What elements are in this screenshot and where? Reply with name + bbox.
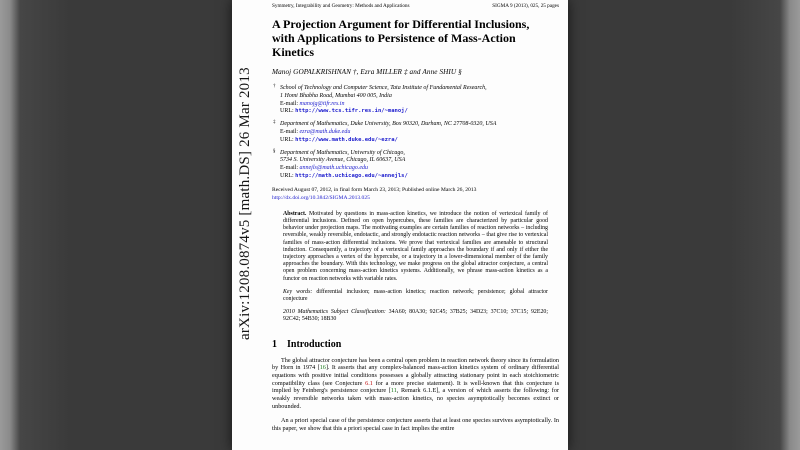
section-heading	[272, 339, 559, 350]
url-line	[280, 108, 559, 116]
url-line	[280, 173, 559, 181]
abstract-label: Abstract.	[283, 210, 307, 217]
paragraph-text: for a more precise statement). It is well-known that this conjecture is implied by Feinberg's persistence conjecture [	[272, 379, 559, 395]
affiliation-address: 1 Homi Bhabha Road, Mumbai 400 005, India	[280, 92, 392, 99]
url-label: URL:	[280, 136, 294, 143]
affiliation-address: Department of Mathematics, University of Chicago,	[280, 149, 405, 156]
affiliation-address: School of Technology and Computer Science, Tata Institute of Fundamental Research,	[280, 84, 487, 91]
keywords-line	[283, 289, 548, 303]
email-line	[280, 129, 559, 137]
abstract-block	[283, 211, 548, 283]
email-link[interactable]: annejls@math.uchicago.edu	[299, 165, 369, 172]
url-link[interactable]: http://www.math.duke.edu/~ezra/	[295, 136, 398, 143]
journal-name: Symmetry, Integrability and Geometry: Methods and Applications	[272, 3, 410, 9]
keywords-text: differential inclusion; mass-action kinetics; reaction network; persistence; global attractor conjecture	[283, 288, 548, 302]
affiliation-address: Department of Mathematics, Duke University, Box 90320, Durham, NC 27708-0320, USA	[280, 121, 497, 128]
doi-line	[272, 195, 559, 201]
affiliation-3	[272, 150, 559, 181]
title-line-2: with Applications to Persistence of Mass-Action	[272, 31, 516, 46]
msc-label: 2010 Mathematics Subject Classification:	[283, 309, 386, 316]
email-label: E-mail:	[280, 128, 298, 135]
paper-title	[272, 18, 559, 60]
intro-paragraph-1	[272, 357, 559, 411]
citation-link-11[interactable]: 11	[390, 387, 397, 395]
citation-link-16[interactable]: 16	[319, 364, 326, 372]
title-line-1: A Projection Argument for Differential Inclusions,	[272, 17, 530, 32]
dagger-marker-icon: †	[273, 83, 276, 89]
paragraph-text: ]. It asserts that any complex-balanced mass-action kinetics system of ordinary differential equations with positive initial conditions possesses a globally attracting stationary point in each stoichiometric compatibility class (see Conjecture	[272, 364, 560, 387]
authors-line: Manoj GOPALKRISHNAN †, Ezra MILLER ‡ and Anne SHIU §	[272, 67, 462, 76]
paragraph-text: The global attractor conjecture has been a central open problem in reaction network theory since its formulation by Horn in 1974 [	[272, 356, 559, 372]
doi-link[interactable]: http://dx.doi.org/10.3842/SIGMA.2013.025	[272, 194, 370, 201]
url-line	[280, 137, 559, 145]
email-link[interactable]: ezra@math.duke.edu	[299, 128, 351, 135]
url-link[interactable]: http://math.uchicago.edu/~annejls/	[295, 172, 408, 179]
running-header	[272, 0, 559, 9]
paper-page	[232, 0, 568, 450]
section-marker-icon: §	[273, 148, 276, 154]
affiliation-address: 5734 S. University Avenue, Chicago, IL 60637, USA	[280, 157, 406, 164]
issue-info: SIGMA 9 (2013), 025, 25 pages	[492, 3, 559, 9]
section-title: Introduction	[287, 338, 342, 350]
affiliation-2	[272, 121, 559, 144]
received-line: Received August 07, 2012, in final form March 23, 2013; Published online March 26, 2013	[272, 186, 477, 193]
url-label: URL:	[280, 108, 294, 115]
title-line-3: Kinetics	[272, 45, 314, 60]
email-label: E-mail:	[280, 100, 298, 107]
email-link[interactable]: manojg@tifr.res.in	[299, 100, 345, 107]
url-link[interactable]: http://www.tcs.tifr.res.in/~manoj/	[295, 108, 408, 115]
email-label: E-mail:	[280, 165, 298, 172]
email-line	[280, 165, 559, 173]
msc-line	[283, 309, 548, 323]
msc-text: 34A60; 80A30; 92C45; 37B25; 34D23; 37C10; 37C15; 92E20; 92C42; 54B30; 18B30	[283, 309, 548, 323]
keywords-label: Key words:	[283, 288, 313, 295]
affiliation-1	[272, 85, 559, 116]
page-content	[272, 0, 559, 433]
conjecture-ref-link[interactable]: 6.1	[365, 379, 373, 387]
abstract-text: Motivated by questions in mass-action kinetics, we introduce the notion of vertexical family of differential inclusions. Defined on open hypercubes, these families are characterized by particular good behavior under projection maps. The motivating examples are certain families of reaction networks – including reversible, weakly reversible, endotactic, and strongly endotactic reaction networks – that give rise to vertexical families of mass-action differential inclusions. We prove that vertexical families are amenable to structural induction. Consequently, a trajectory of a vertexical family approaches the boundary if and only if either the trajectory approaches a vertex of the hypercube, or a trajectory in a lower-dimensional member of the family approaches the boundary. With this technology, we make progress on the global attractor conjecture, a central open problem concerning mass-action kinetics systems. Additionally, we phrase mass-action kinetics as a functor on reaction networks with variable rates.	[283, 210, 548, 282]
paragraph-text: , Remark 6.1.E], a version of which asserts the following: for weakly reversible networks taken with mass-action kinetics, no species asymptotically becomes extinct or unbounded.	[272, 387, 560, 410]
arxiv-watermark: arXiv:1208.0874v5 [math.DS] 26 Mar 2013	[237, 67, 253, 340]
intro-paragraph-2: An a priori special case of the persistence conjecture asserts that at least one species survives asymptotically. In this paper, we show that this a priori special case in fact implies the entire	[272, 417, 559, 433]
double-dagger-marker-icon: ‡	[273, 120, 276, 126]
section-number: 1	[272, 338, 277, 350]
url-label: URL:	[280, 172, 294, 179]
affiliations	[272, 85, 559, 181]
